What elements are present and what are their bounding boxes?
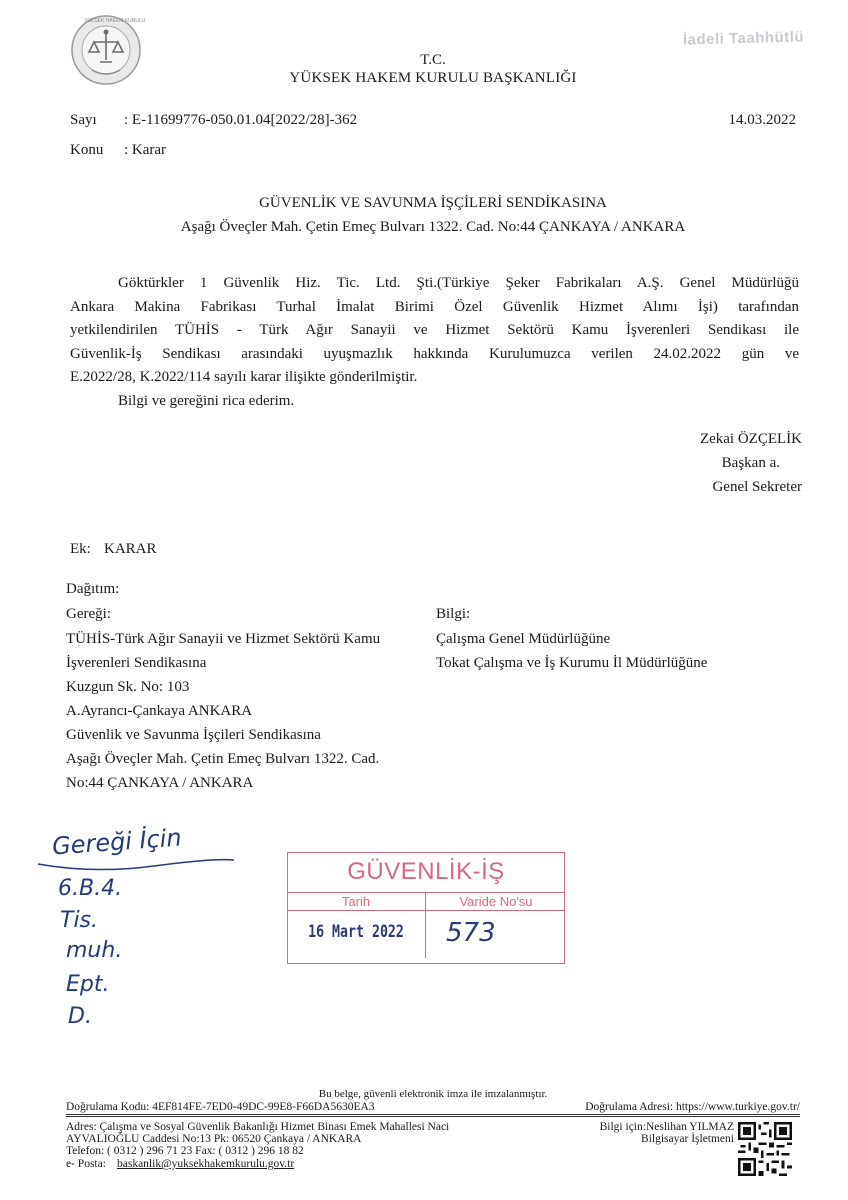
footer-phone: Telefon: ( 0312 ) 296 71 23 Fax: ( 0312 ) 296 18 82: [66, 1145, 304, 1157]
handwritten-note: Ept.: [66, 972, 110, 997]
body-line: E.2022/28, K.2022/114 sayılı karar ilişikte gönderilmiştir.: [70, 369, 418, 386]
seal-text: YÜKSEK HAKEM KURULU: [84, 18, 146, 24]
handwritten-note: muh.: [66, 938, 123, 963]
body-closing: Bilgi ve gereğini rica ederim.: [118, 392, 295, 409]
konu-value: : Karar: [124, 142, 167, 158]
footer-email-link[interactable]: baskanlik@yuksekhakemkurulu.gov.tr: [117, 1158, 295, 1170]
footer-address: Adres: Çalışma ve Sosyal Güvenlik Bakanlığı Hizmet Binası Emek Mahallesi Naci: [66, 1121, 450, 1133]
stamp-date-label: Tarih: [341, 894, 371, 909]
stamp-number-label: Varide No'su: [459, 894, 533, 909]
geregi-line: Kuzgun Sk. No: 103: [66, 679, 190, 695]
geregi-label: Gereği:: [66, 606, 111, 622]
verification-code: Doğrulama Kodu: 4EF814FE-7ED0-49DC-99E8-F66DA5630EA3: [66, 1101, 375, 1113]
letter-body: [70, 272, 799, 414]
body-line: Ankara Makina Fabrikası Turhal İmalat Birimi Özel Güvenlik Hizmet Alımı İşi) tarafından: [70, 298, 799, 315]
stamp-title: GÜVENLİK-İŞ: [347, 858, 505, 885]
footer-divider: [66, 1114, 800, 1115]
geregi-line: TÜHİS-Türk Ağır Sanayii ve Hizmet Sektörü Kamu: [66, 631, 381, 647]
header-institution: YÜKSEK HAKEM KURULU BAŞKANLIĞI: [289, 70, 577, 86]
attachment-label: Ek:: [70, 541, 91, 557]
body-line: Göktürkler 1 Güvenlik Hiz. Tic. Ltd. Şti.(Türkiye Şeker Fabrikaları A.Ş. Genel Müdürlüğü: [118, 275, 799, 291]
footer-email-label: e- Posta:: [66, 1158, 106, 1170]
geregi-line: Güvenlik ve Savunma İşçileri Sendikasına: [66, 727, 321, 743]
contact-person: Bilgi için:Neslihan YILMAZ: [599, 1121, 734, 1133]
body-line: yetkilendirilen TÜHİS - Türk Ağır Sanayii ve Hizmet Sektörü Kamu İşverenleri Sendikası ile: [70, 322, 799, 339]
registered-mail-stamp: İadeli Taahhütlü: [682, 28, 805, 49]
signatory-title: Başkan a.: [721, 455, 780, 471]
document-date: 14.03.2022: [728, 112, 796, 128]
geregi-line: Aşağı Öveçler Mah. Çetin Emeç Bulvarı 1322. Cad.: [66, 751, 380, 767]
verification-address: Doğrulama Adresi: https://www.turkiye.gov.tr/: [585, 1101, 800, 1113]
bilgi-line: Tokat Çalışma ve İş Kurumu İl Müdürlüğüne: [436, 655, 708, 671]
recipient-address: Aşağı Öveçler Mah. Çetin Emeç Bulvarı 1322. Cad. No:44 ÇANKAYA / ANKARA: [180, 219, 686, 235]
handwritten-note: Gereği İçin: [51, 823, 183, 861]
recipient-name: GÜVENLİK VE SAVUNMA İŞÇİLERİ SENDİKASINA: [259, 195, 607, 211]
e-signature-note: Bu belge, güvenli elektronik imza ile imzalanmıştır.: [318, 1088, 548, 1100]
qr-code-icon: [738, 1122, 792, 1176]
signatory-name: Zekai ÖZÇELİK: [699, 431, 802, 447]
stamp-date-value: 16 Mart 2022: [308, 922, 404, 942]
bilgi-label: Bilgi:: [436, 606, 471, 622]
footer-address: AYVALIOĞLU Caddesi No:13 Pk: 06520 Çankaya / ANKARA: [66, 1133, 362, 1145]
body-line: Güvenlik-İş Sendikası arasındaki uyuşmazlık hakkında Kurulumuzca verilen 24.02.2022 gün ve: [70, 345, 799, 362]
sayi-value: : E-11699776-050.01.04[2022/28]-362: [124, 112, 358, 128]
geregi-line: A.Ayrancı-Çankaya ANKARA: [66, 703, 253, 719]
contact-title: Bilgisayar İşletmeni: [641, 1133, 734, 1145]
handwritten-note: Tis.: [60, 908, 99, 933]
stamp-number-value: 573: [446, 918, 496, 948]
geregi-line: No:44 ÇANKAYA / ANKARA: [66, 775, 254, 791]
footer-divider: [66, 1116, 800, 1117]
signatory-title-2: Genel Sekreter: [712, 479, 802, 495]
handwritten-underline: [34, 844, 238, 874]
handwritten-note: 6.B.4.: [58, 876, 123, 901]
konu-label: Konu: [70, 142, 104, 158]
header-tc: T.C.: [420, 52, 446, 68]
distribution-label: Dağıtım:: [66, 581, 120, 597]
bilgi-line: Çalışma Genel Müdürlüğüne: [436, 631, 611, 647]
handwritten-note: D.: [68, 1004, 92, 1029]
sayi-label: Sayı: [70, 112, 97, 128]
attachment-value: KARAR: [104, 541, 157, 557]
geregi-line: İşverenleri Sendikasına: [66, 655, 207, 671]
